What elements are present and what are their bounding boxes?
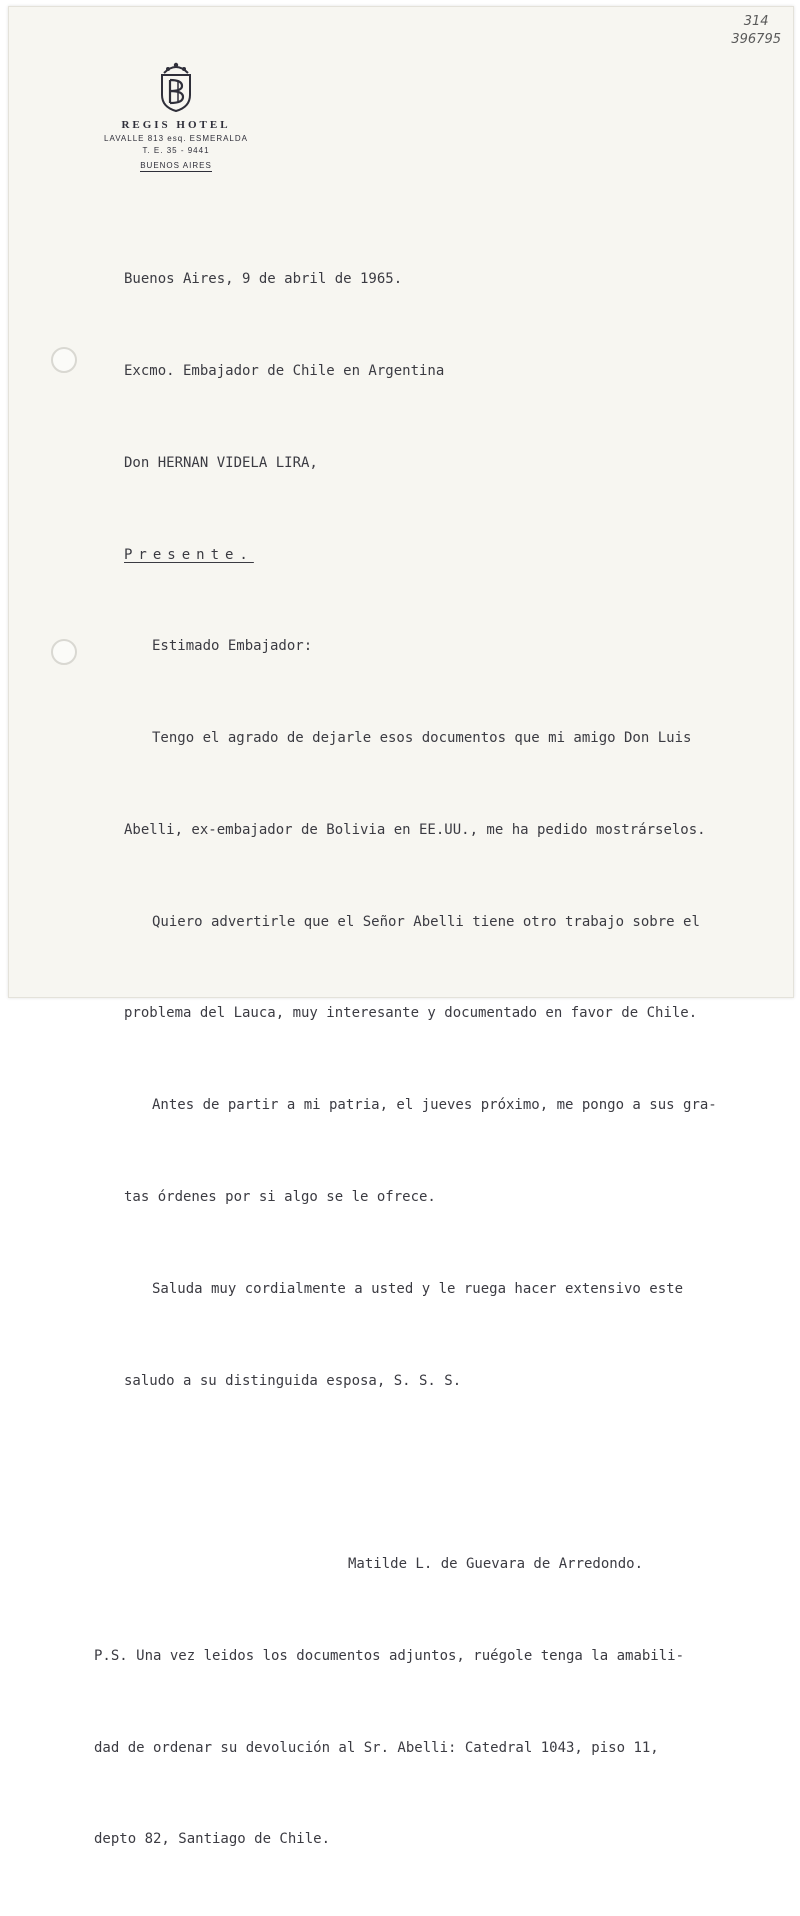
archive-number-line-2: 396795 xyxy=(731,32,781,47)
postscript-line: depto 82, Santiago de Chile. xyxy=(94,1831,331,1848)
hotel-phone: T. E. 35 - 9441 xyxy=(142,146,210,155)
blank-line xyxy=(124,1457,774,1488)
archive-number xyxy=(731,13,781,49)
salutation: Estimado Embajador: xyxy=(152,638,313,655)
recipient-title: Excmo. Embajador de Chile en Argentina xyxy=(124,362,445,379)
paragraph-line: saludo a su distinguida esposa, S. S. S. xyxy=(124,1372,462,1389)
paragraph-line: Antes de partir a mi patria, el jueves próximo, me pongo a sus gra- xyxy=(152,1097,717,1114)
paragraph-line: Saluda muy cordialmente a usted y le ruega hacer extensivo este xyxy=(152,1280,684,1297)
hotel-monogram-crest-icon xyxy=(156,59,196,113)
paragraph-line: tas órdenes por si algo se le ofrece. xyxy=(124,1189,436,1205)
signature: Matilde L. de Guevara de Arredondo. xyxy=(348,1556,644,1573)
hotel-city: BUENOS AIRES xyxy=(140,161,212,170)
letter-body xyxy=(94,203,774,1916)
letter-date: Buenos Aires, 9 de abril de 1965. xyxy=(124,271,403,288)
postscript-line: dad de ordenar su devolución al Sr. Abelli: Catedral 1043, piso 11, xyxy=(94,1739,659,1756)
hotel-name: REGIS HOTEL xyxy=(121,119,231,131)
paragraph-line: Tengo el agrado de dejarle esos documentos que mi amigo Don Luis xyxy=(152,730,692,747)
letterhead xyxy=(81,59,271,173)
letter-page xyxy=(8,6,794,1848)
postscript-line: P.S. Una vez leidos los documentos adjuntos, ruégole tenga la amabili- xyxy=(94,1647,685,1664)
presente-line: Presente. xyxy=(124,546,254,563)
recipient-name: Don HERNAN VIDELA LIRA, xyxy=(124,454,318,471)
archive-number-line-1: 314 xyxy=(743,14,769,29)
paragraph-line: Abelli, ex-embajador de Bolivia en EE.UU., me ha pedido mostrárselos. xyxy=(124,821,706,838)
punch-hole-bottom xyxy=(51,639,77,665)
hotel-address: LAVALLE 813 esq. ESMERALDA xyxy=(104,134,248,143)
punch-hole-top xyxy=(51,347,77,373)
paragraph-line: problema del Lauca, muy interesante y documentado en favor de Chile. xyxy=(124,1005,698,1022)
paragraph-line: Quiero advertirle que el Señor Abelli tiene otro trabajo sobre el xyxy=(152,913,700,930)
